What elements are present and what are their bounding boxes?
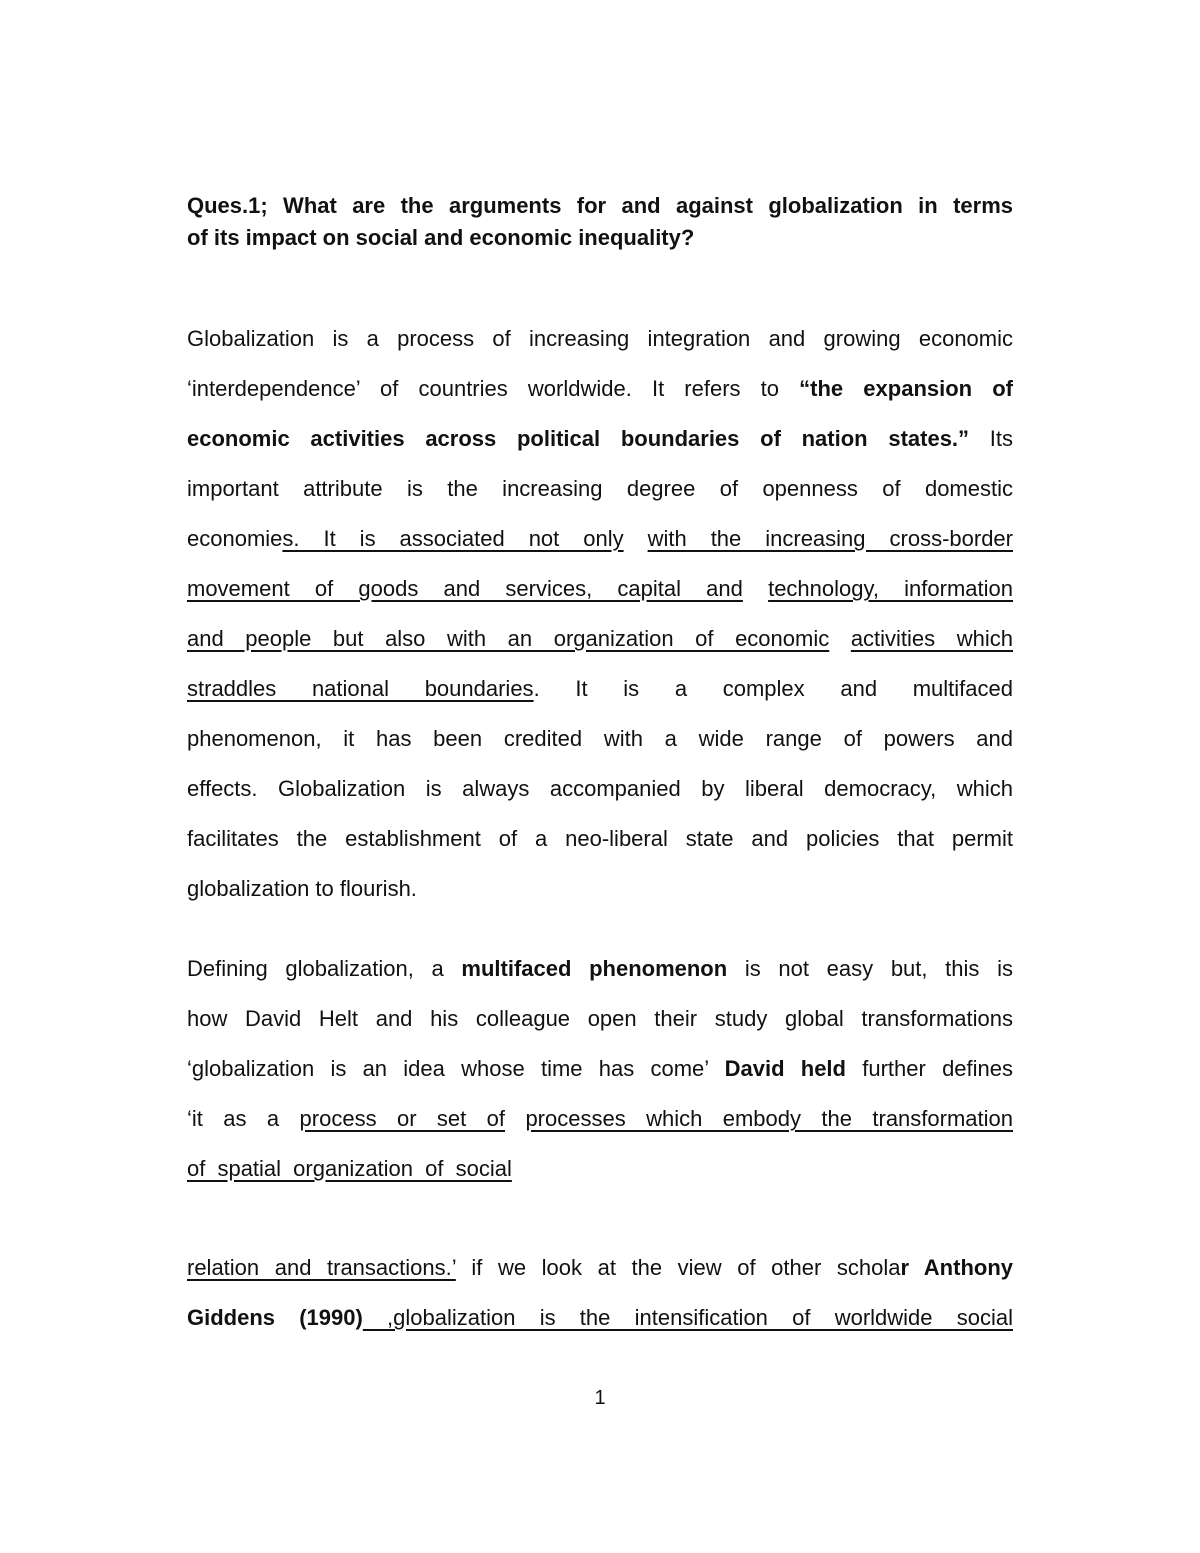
p2-line-1 [187,954,1013,984]
p1-line-12: globalization to flourish. [187,876,417,901]
p1-line-9: phenomenon, it has been credited with a wide range of powers and [187,726,1013,751]
p2-line-1-bold: multifaced phenomenon [461,956,728,981]
p1-line-3 [187,424,1013,454]
p1-line-7 [187,624,1013,654]
p1-line-6-underline-1: movement of goods and services, capital and [187,576,743,601]
p1-line-8-underline: straddles national boundaries [187,676,534,701]
p2-line-4-underline-1: process or set of [299,1106,506,1131]
question-line-1: Ques.1; What are the arguments for and against globalization in terms [187,193,1013,218]
p1-line-1: Globalization is a process of increasing integration and growing economic [187,326,1013,351]
p3-line-1-bold: r Anthony [900,1255,1013,1280]
p2-line-4-text: ‘it as a [187,1106,300,1131]
p3-line-1 [187,1253,1013,1283]
p1-line-6-underline-2: technology, information [768,576,1013,601]
p1-line-3-text: Its [969,426,1013,451]
p1-line-5-underline-2: with the increasing cross-border [647,526,1013,551]
p1-line-4: important attribute is the increasing degree of openness of domestic [187,476,1013,501]
p1-line-8 [187,674,1013,704]
p2-line-1-text-a: Defining globalization, a [187,956,462,981]
p2-line-1-text-b: is not easy but, this is [727,956,1013,981]
p2-line-4 [187,1104,1013,1134]
p1-line-8-text: . It is a complex and multifaced [533,676,1013,701]
p2-line-3-bold: David held [724,1056,846,1081]
p2-line-3-text-a: ‘globalization is an idea whose time has come’ [187,1056,725,1081]
p1-line-2-text: ‘interdependence’ of countries worldwide. It refers to [187,376,800,401]
p1-line-2 [187,374,1013,404]
p1-line-5 [187,524,1013,554]
p3-line-2-bold: Giddens (1990) [187,1305,363,1330]
p1-line-10: effects. Globalization is always accompanied by liberal democracy, which [187,776,1013,801]
p1-line-6 [187,574,1013,604]
p1-line-2-bold: “the expansion of [799,376,1014,401]
p2-line-5 [187,1154,1013,1184]
p2-line-5-underline: of spatial organization of social [187,1156,512,1181]
p2-line-4-underline-2: processes which embody the transformation [525,1106,1013,1131]
p1-line-7-underline-2: activities which [850,626,1013,651]
p2-line-3 [187,1054,1013,1084]
p1-line-7-underline-1: and people but also with an organization of economic [187,626,830,651]
p1-line-5-underline-1: s. It is associated not only [282,526,624,551]
page-number: 1 [594,1387,606,1409]
p1-line-3-bold: economic activities across political boundaries of nation states.” [187,426,970,451]
p3-line-1-underline: relation and transactions.’ [187,1255,456,1280]
p2-line-3-text-b: further defines [846,1056,1014,1081]
question-line-2: of its impact on social and economic inequality? [187,225,695,250]
p2-line-2: how David Helt and his colleague open their study global transformations [187,1006,1013,1031]
p3-line-2-underline: ,globalization is the intensification of worldwide social [362,1305,1013,1330]
p3-line-2 [187,1303,1013,1333]
p1-line-5-text: economie [187,526,283,551]
p3-line-1-text: if we look at the view of other schola [455,1255,901,1280]
p1-line-11: facilitates the establishment of a neo-liberal state and policies that permit [187,826,1013,851]
